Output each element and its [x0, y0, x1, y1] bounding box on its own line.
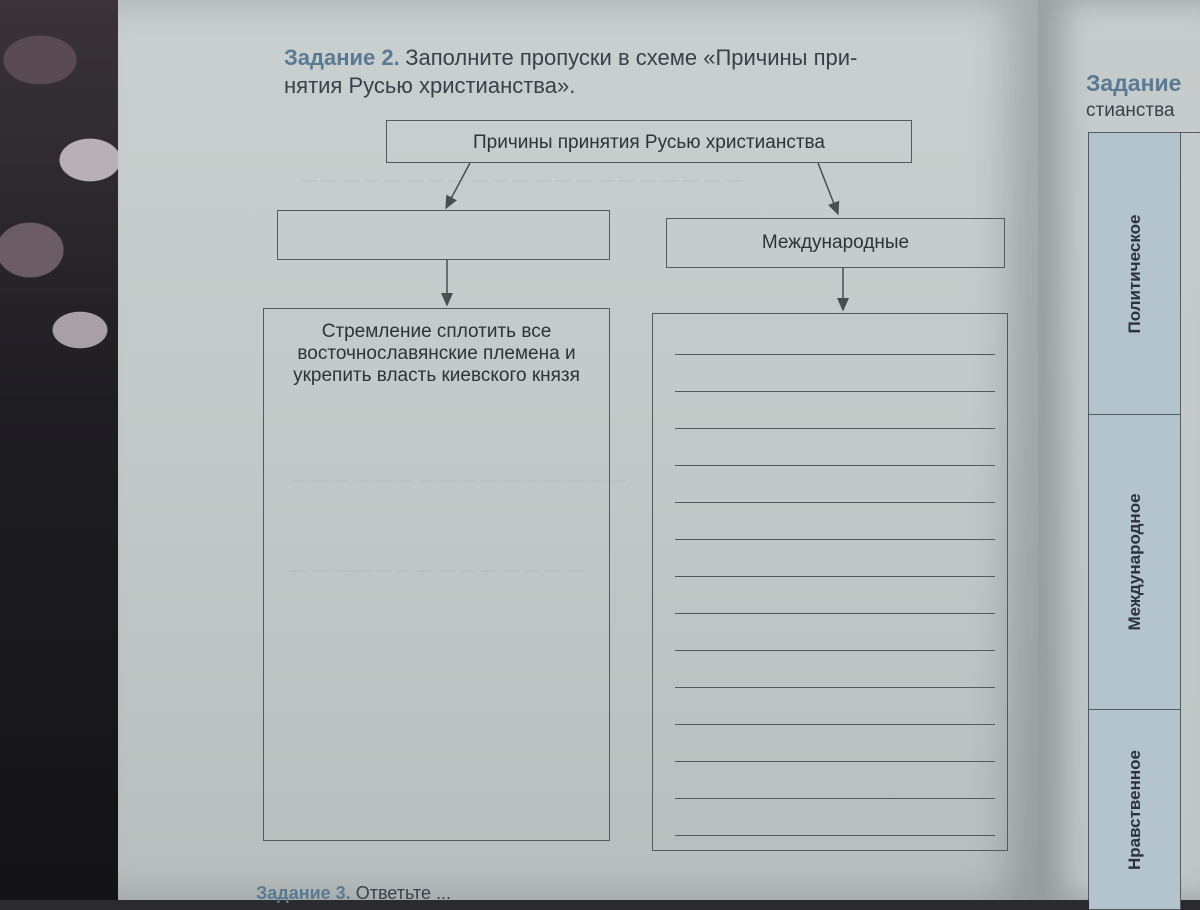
blank-writing-line[interactable]	[675, 428, 995, 429]
arrow-root-to-right	[818, 163, 838, 214]
blank-writing-line[interactable]	[675, 354, 995, 355]
table-row-label: Нравственное	[1124, 749, 1144, 870]
next-task-number: Задание 3.	[256, 883, 351, 903]
task-text-line2: нятия Русью христианства».	[284, 73, 576, 98]
blank-writing-line[interactable]	[675, 650, 995, 651]
next-task-heading	[256, 883, 451, 904]
bleed-through-text: — — — — — — — — — — — — — —	[290, 560, 584, 579]
right-reason-blank-box[interactable]	[652, 313, 1008, 851]
task-number: Задание 2.	[284, 45, 400, 70]
blank-writing-line[interactable]	[675, 391, 995, 392]
blank-writing-line[interactable]	[675, 724, 995, 725]
table-row-international	[1089, 415, 1181, 710]
table-row-label: Политическое	[1124, 214, 1144, 333]
table-row-label: Международное	[1124, 493, 1144, 631]
table-row-political	[1089, 133, 1181, 415]
bleed-through-text: — — — — — — — — — — — — — — — — — — — — —	[300, 170, 742, 189]
arrow-root-to-left	[446, 163, 470, 208]
right-page-subtitle: стианства	[1086, 100, 1175, 121]
right-page-task-title: Задание	[1086, 70, 1182, 96]
right-category-box: Международные	[666, 218, 1005, 268]
right-page-table	[1088, 132, 1200, 900]
left-reason-box: Стремление сплотить все восточнославянские племена и укрепить власть киевского князя	[263, 308, 610, 841]
blank-writing-line[interactable]	[675, 835, 995, 836]
blank-writing-line[interactable]	[675, 687, 995, 688]
bleed-through-text: — — — — — — — — — — — — — — — —	[290, 470, 626, 489]
blank-writing-line[interactable]	[675, 761, 995, 762]
task-text-line1: Заполните пропуски в схеме «Причины при-	[405, 45, 858, 70]
blank-writing-line[interactable]	[675, 539, 995, 540]
table-row-moral	[1089, 710, 1181, 910]
blank-writing-line[interactable]	[675, 576, 995, 577]
next-task-text: Ответьте ...	[355, 883, 451, 903]
blank-writing-line[interactable]	[675, 502, 995, 503]
left-category-blank-box[interactable]	[277, 210, 610, 260]
scheme-root-box: Причины принятия Русью христианства	[386, 120, 912, 163]
blank-writing-line[interactable]	[675, 798, 995, 799]
blank-writing-line[interactable]	[675, 465, 995, 466]
blank-writing-line[interactable]	[675, 613, 995, 614]
